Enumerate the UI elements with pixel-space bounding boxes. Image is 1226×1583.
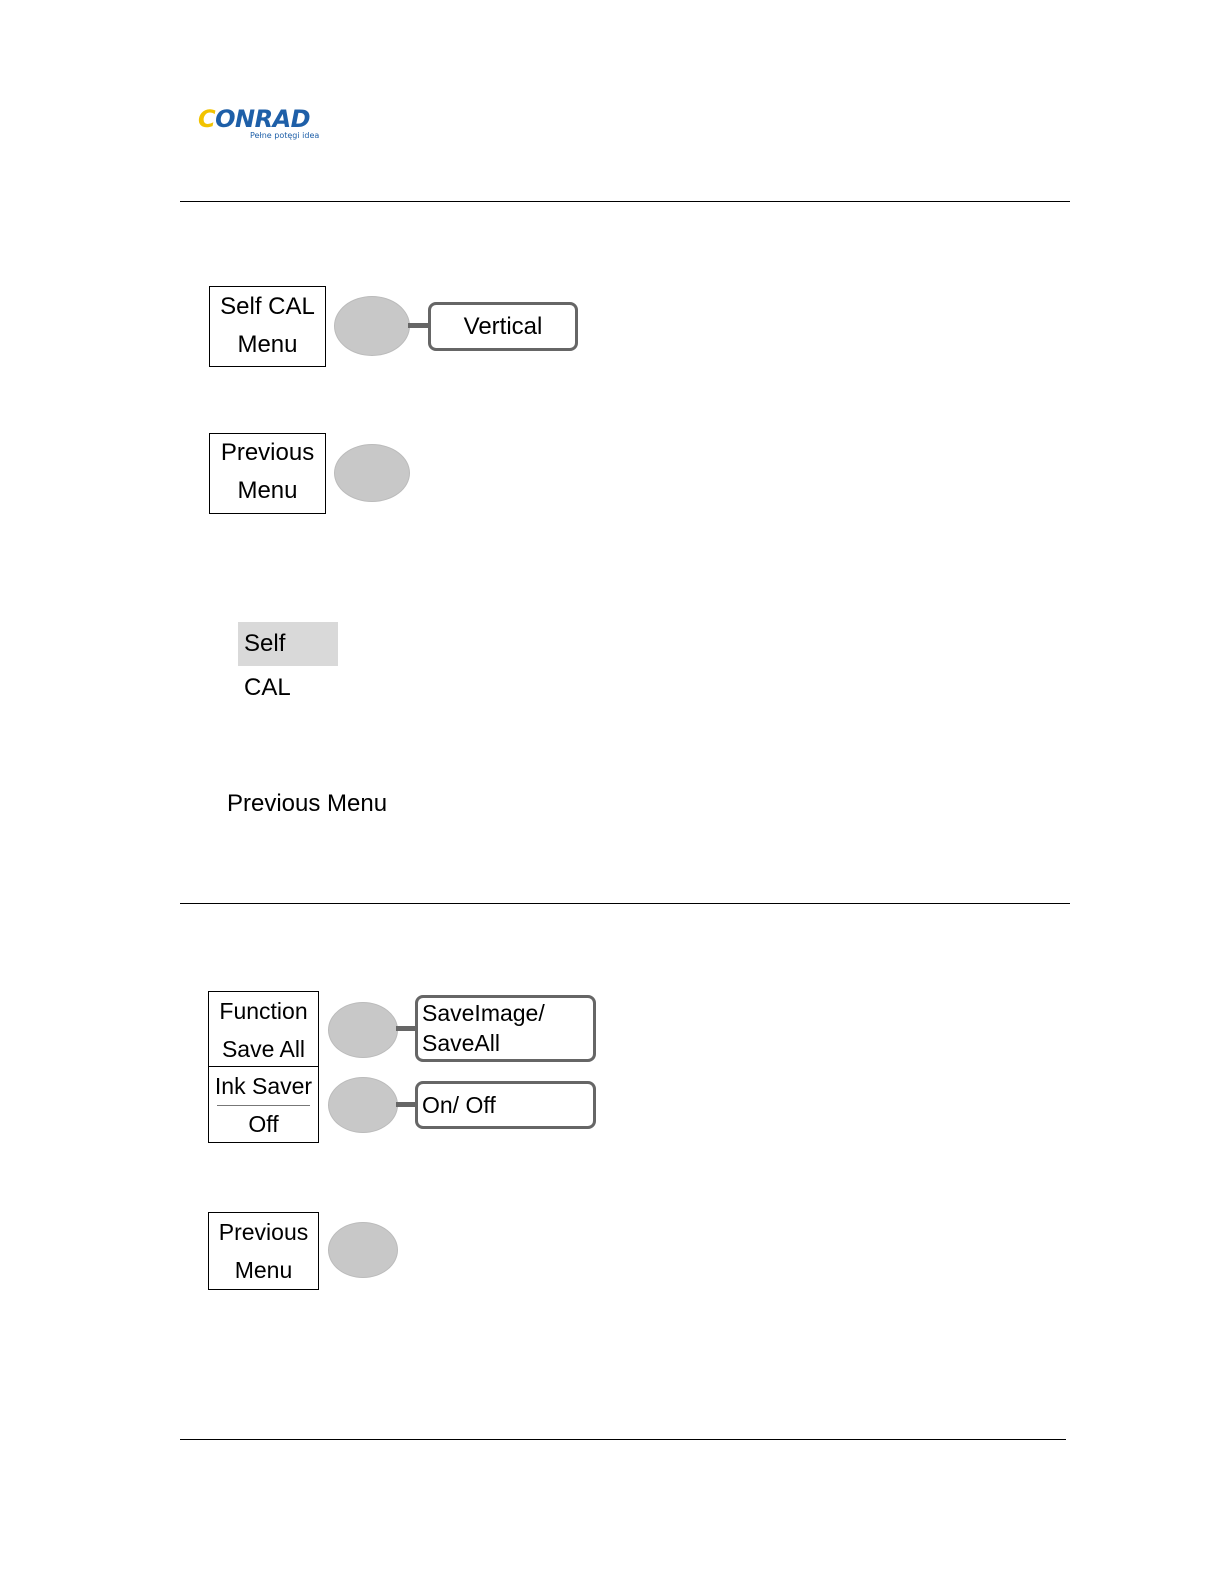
function-connector [396,1026,417,1031]
ink-saver-line2: Off [248,1111,279,1137]
vertical-option[interactable] [428,302,578,351]
previous-menu-knob[interactable] [334,444,410,502]
self-cal-menu-button[interactable] [209,286,326,367]
on-off-label: On/ Off [422,1092,496,1118]
ink-saver-connector [396,1102,417,1107]
on-off-option[interactable] [415,1081,596,1129]
divider-top [180,201,1070,202]
previous-menu-line1: Previous [220,439,315,466]
save-image-save-all-option[interactable] [415,995,596,1062]
previous-menu-text: Previous Menu [227,790,388,817]
function-save-all-menu[interactable] [208,991,319,1067]
self-cal-menu-line1: Self CAL [220,293,315,320]
divider-middle [180,903,1070,904]
previous-menu-2-knob[interactable] [328,1222,398,1278]
self-cal-knob[interactable] [334,296,410,356]
conrad-logo [198,104,320,144]
save-option-line2: SaveAll [422,1030,500,1056]
previous-menu-2-line2: Menu [234,1257,293,1283]
logo-wordmark: CONRAD [198,105,311,133]
function-knob[interactable] [328,1002,398,1058]
previous-menu-2-line1: Previous [218,1219,309,1245]
function-menu-line1: Function [219,998,308,1024]
function-menu-line2: Save All [221,1036,306,1062]
previous-menu-button-2[interactable] [208,1212,319,1290]
ink-saver-knob[interactable] [328,1077,398,1133]
vertical-option-label: Vertical [463,313,543,340]
previous-menu-button[interactable] [209,433,326,514]
self-cal-softkey-label: Self CAL [238,622,338,666]
ink-saver-line1: Ink Saver [214,1073,313,1099]
divider-bottom [180,1439,1066,1440]
save-option-line1: SaveImage/ [422,1000,545,1026]
previous-menu-line2: Menu [237,477,298,504]
ink-saver-menu[interactable] [208,1066,319,1143]
self-cal-connector [408,323,430,328]
self-cal-menu-line2: Menu [237,331,298,358]
logo-tagline: Pełne potęgi idea [250,131,320,140]
